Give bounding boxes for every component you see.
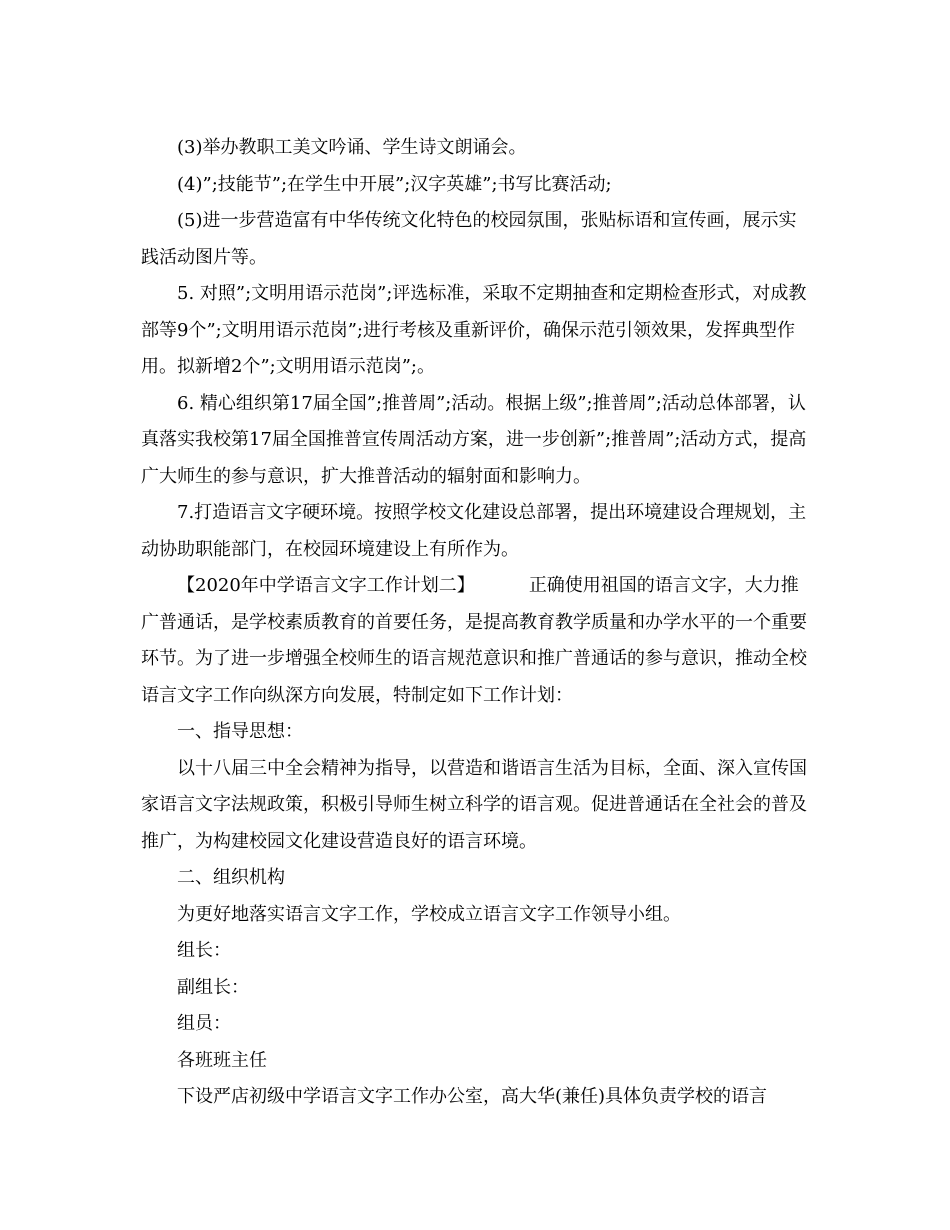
paragraph-guiding-thought: 以十八届三中全会精神为指导，以营造和谐语言生活为目标，全面、深入宣传国家语言文字法规政策，积极引导师生树立科学的语言观。促进普通话在全社会的普及推广，为构建校园文化建设营造良好的语言环境。 [141, 757, 807, 852]
label-group-leader: 组长： [177, 940, 231, 961]
paragraph-item-7: 7.打造语言文字硬环境。按照学校文化建设总部署，提出环境建设合理规划，主动协助职能部门，在校园环境建设上有所作为。 [141, 502, 807, 560]
heading-guiding-thought: 一、指导思想： [177, 721, 303, 742]
paragraph-organization: 为更好地落实语言文字工作，学校成立语言文字工作领导小组。 [177, 903, 681, 925]
section-title: 【2020年中学语言文字工作计划二】 [177, 575, 475, 596]
label-deputy-leader: 副组长： [177, 976, 249, 998]
label-class-teachers: 各班班主任 [177, 1049, 267, 1071]
document-body [141, 130, 811, 1116]
heading-organization: 二、组织机构 [177, 867, 285, 888]
paragraph-item-6: 6. 精心组织第17届全国”;推普周”;活动。根据上级”;推普周”;活动总体部署，认真落实我校第17届全国推普宣传周活动方案，进一步创新”;推普周”;活动方式，提高广大师生的参与意识，扩大推普活动的辐射面和影响力。 [141, 392, 807, 487]
intro-text: 正确使用祖国的语言文字，大力推广普通话，是学校素质教育的首要任务，是提高教育教学质量和办学水平的一个重要环节。为了进一步增强全校师生的语言规范意识和推广普通话的参与意识，推动全校语言文字工作向纵深方向发展，特制定如下工作计划： [141, 575, 807, 706]
paragraph-activity-5: (5)进一步营造富有中华传统文化特色的校园氛围，张贴标语和宣传画，展示实践活动图片等。 [141, 210, 797, 268]
paragraph-activity-4: (4)”;技能节”;在学生中开展”;汉字英雄”;书写比赛活动; [177, 173, 612, 195]
label-members: 组员： [177, 1013, 231, 1034]
paragraph-plan-two-intro [141, 568, 811, 714]
paragraph-item-5: 5. 对照”;文明用语示范岗”;评选标准，采取不定期抽查和定期检查形式，对成教部等9个”;文明用语示范岗”;进行考核及重新评价，确保示范引领效果，发挥典型作用。拟新增2个”;文明用语示范岗”;。 [141, 283, 807, 377]
paragraph-activity-3: (3)举办教职工美文吟诵、学生诗文朗诵会。 [177, 137, 527, 158]
paragraph-office: 下设严店初级中学语言文字工作办公室，高大华(兼任)具体负责学校的语言 [177, 1086, 768, 1107]
